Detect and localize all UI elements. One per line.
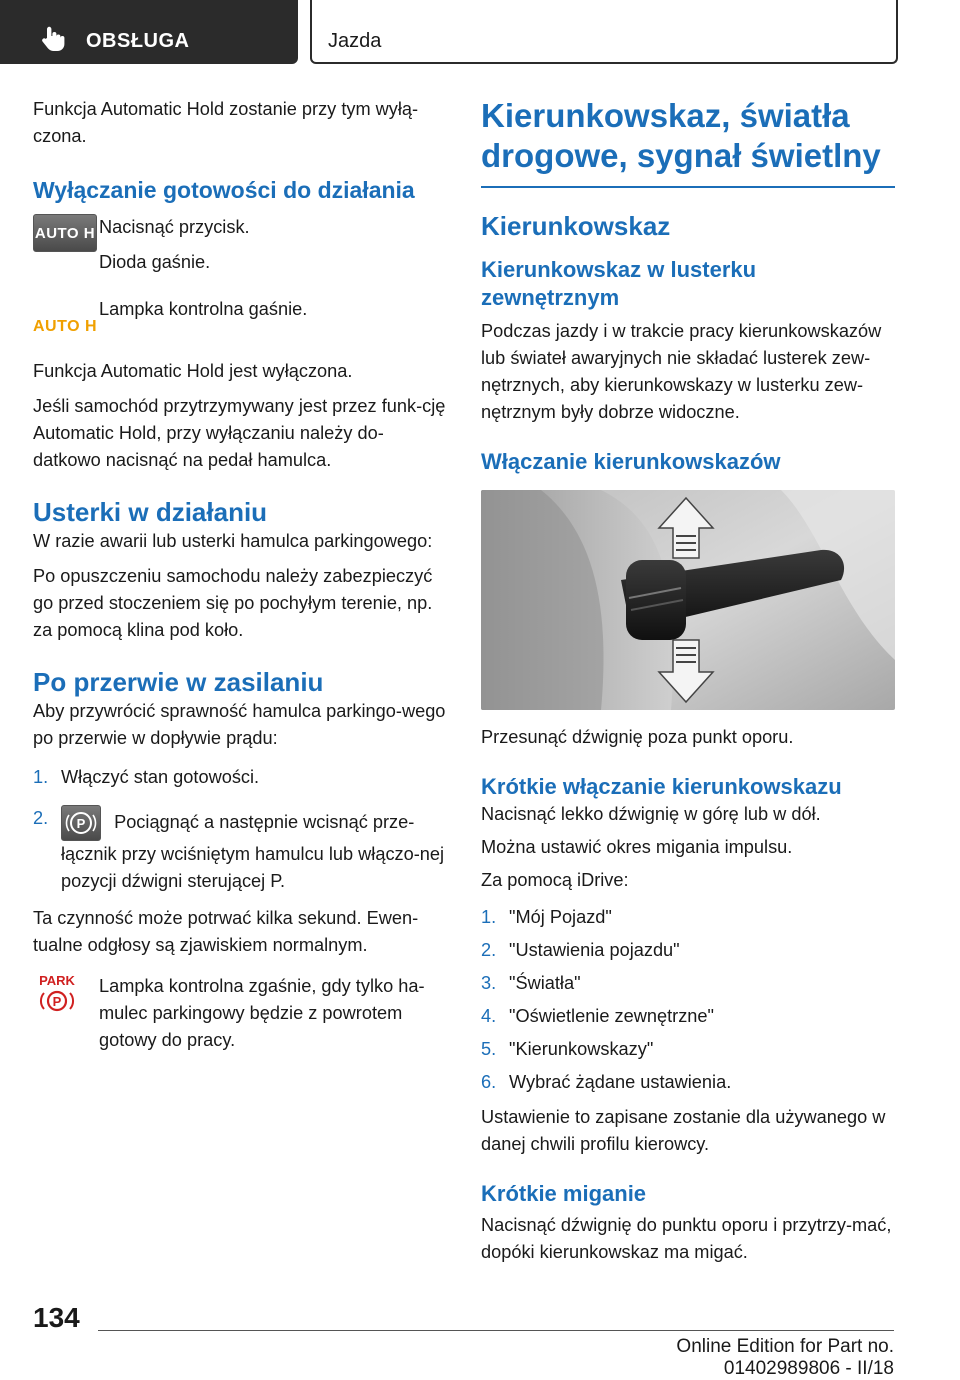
right-column: [481, 96, 895, 1266]
section-label: OBSŁUGA: [86, 30, 190, 52]
hand-pointer-icon: [38, 24, 68, 54]
idrive-steps-list: [481, 904, 895, 1096]
mirror-heading: Kierunkowskaz w lusterku zewnętrznym: [481, 257, 757, 310]
power-p2: Ta czynność może potrwać kilka sekund. Ewen-tualne odgłosy są zjawiskiem normalnym.: [33, 908, 419, 955]
park-lamp-text: Lampka kontrolna zgaśnie, gdy tylko ha-mulec parkingowy będzie z powrotem gotowy do pracy.: [99, 976, 425, 1050]
lamp-off-text: Lampka kontrolna gaśnie.: [99, 299, 308, 319]
malfunction-p2: Po opuszczeniu samochodu należy zabezpieczyć go przed stoczeniem się po pochyłym terenie, np. za pomocą klina pod koło.: [33, 566, 433, 640]
list-item: 2. "Ustawienia pojazdu": [481, 940, 680, 960]
mirror-paragraph: Podczas jazdy i w trakcie pracy kierunkowskazów lub świateł awaryjnych nie składać lusterek zew-nętrznych, aby kierunkowskazy w lusterku zew-nętrznym były dobrze widoczne.: [481, 321, 882, 422]
power-p1: Aby przywrócić sprawność hamulca parkingo-wego po przerwie w dopływie prądu:: [33, 701, 446, 748]
chapter-label: Jazda: [328, 30, 382, 52]
short-p2: Można ustawić okres migania impulsu.: [481, 837, 793, 857]
short-p4: Ustawienie to zapisane zostanie dla używanego w danej chwili profilu kierowcy.: [481, 1107, 886, 1154]
power-heading: Po przerwie w zasilaniu: [33, 667, 324, 697]
footer-edition: Online Edition for Part no. 01402989806 - II/18: [676, 1336, 894, 1379]
malfunction-heading: Usterki w działaniu: [33, 497, 268, 527]
turn-signal-lever-illustration: [481, 490, 895, 710]
list-item: 3. "Światła": [481, 973, 581, 993]
switching-heading: Włączanie kierunkowskazów: [481, 449, 781, 474]
svg-text:P: P: [76, 816, 86, 831]
blink-heading: Krótkie miganie: [481, 1181, 647, 1206]
autoh-indicator-icon: AUTO H: [33, 318, 98, 335]
left-column: [33, 96, 451, 1054]
turn-signal-heading: Kierunkowskaz: [481, 211, 671, 241]
deactivate-step1: Nacisnąć przycisk.: [99, 217, 250, 237]
lever-caption: Przesunąć dźwignię poza punkt oporu.: [481, 727, 794, 747]
intro-paragraph: Funkcja Automatic Hold zostanie przy tym wyłą-czona.: [33, 99, 419, 146]
power-steps-list: [33, 764, 451, 895]
autohold-off-text: Funkcja Automatic Hold jest wyłączona.: [33, 361, 353, 381]
page-title: Kierunkowskaz, światła drogowe, sygnał świetlny: [481, 97, 881, 174]
list-item: 4. "Oświetlenie zewnętrzne": [481, 1006, 714, 1026]
deactivate-heading: Wyłączanie gotowości do działania: [33, 177, 415, 203]
short-p1: Nacisnąć lekko dźwignię w górę lub w dół.: [481, 804, 821, 824]
autoh-lamp-row: [33, 296, 451, 336]
svg-text:P: P: [52, 994, 62, 1009]
footer-rule: [98, 1330, 894, 1331]
section-tab[interactable]: [0, 0, 298, 64]
autoh-button-text: AUTO H: [34, 224, 96, 242]
chapter-header: [310, 0, 898, 64]
autoh-button-icon: [33, 214, 97, 252]
blink-paragraph: Nacisnąć dźwignię do punktu oporu i przytrzy-mać, dopóki kierunkowskaz ma migać.: [481, 1215, 892, 1262]
list-item: 6. Wybrać żądane ustawienia.: [481, 1072, 732, 1092]
park-lamp-row: [33, 973, 451, 1054]
short-signal-heading: Krótkie włączanie kierunkowskazu: [481, 774, 842, 799]
park-indicator-icon: PARK P: [39, 973, 75, 1009]
parking-brake-button-icon: [61, 805, 101, 841]
list-item: 2. P Pociągnąć a następnie wcisnąć prze-łącznik przy wciśniętym hamulcu lub włączo-nej pozycji dźwigni sterującej P.: [33, 805, 451, 895]
autoh-button-row: [33, 214, 451, 276]
brake-pedal-note: Jeśli samochód przytrzymywany jest przez funk-cję Automatic Hold, przy wyłączaniu należy do-datkowo nacisnąć na pedał hamulca.: [33, 396, 446, 470]
title-rule: [481, 186, 895, 188]
deactivate-step2: Dioda gaśnie.: [99, 252, 211, 272]
list-item: 1. "Mój Pojazd": [481, 907, 612, 927]
list-item: 1. Włączyć stan gotowości.: [33, 767, 260, 787]
list-item: 5. "Kierunkowskazy": [481, 1039, 654, 1059]
short-p3: Za pomocą iDrive:: [481, 870, 629, 890]
malfunction-p1: W razie awarii lub usterki hamulca parkingowego:: [33, 531, 433, 551]
page-number: 134: [33, 1302, 80, 1333]
